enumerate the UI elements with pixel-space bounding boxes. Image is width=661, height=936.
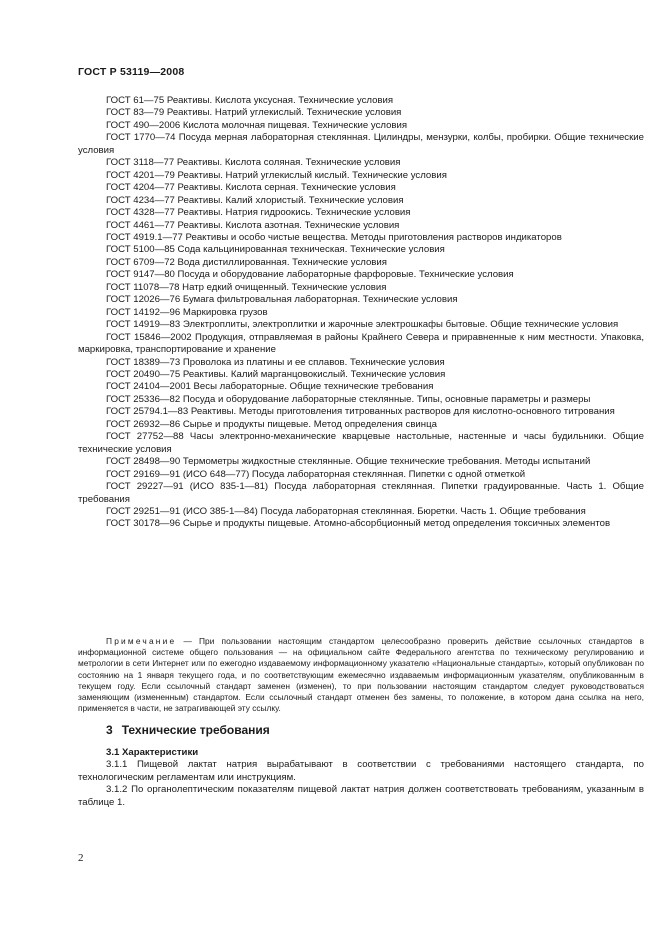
reference-item: ГОСТ 24104—2001 Весы лабораторные. Общие технические требования [106,381,434,393]
paragraph-3-1-1: 3.1.1 Пищевой лактат натрия вырабатывают в соответствии с требованиями настоящего стандарта, по технологическим регламентам или инструкциям. [78,759,644,783]
subsection-heading: 3.1 Характеристики [106,747,199,758]
paragraph-3-1-2: 3.1.2 По органолептическим показателям пищевой лактат натрия должен соответствовать требованиям, указанным в таблице 1. [78,784,644,808]
reference-item: ГОСТ 30178—96 Сырье и продукты пищевые. Атомно-абсорбционный метод определения токсичных элементов [106,518,611,530]
reference-item: ГОСТ 25336—82 Посуда и оборудование лабораторные стеклянные. Типы, основные параметры и размеры [106,393,591,405]
reference-item: ГОСТ 4919.1—77 Реактивы и особо чистые вещества. Методы приготовления растворов индикаторов [106,231,562,243]
page-number: 2 [78,852,84,864]
normative-references-list [78,95,644,531]
reference-item: ГОСТ 61—75 Реактивы. Кислота уксусная. Технические условия [106,95,394,106]
reference-item: ГОСТ 26932—86 Сырье и продукты пищевые. Метод определения свинца [106,418,437,430]
reference-item: ГОСТ 18389—73 Проволока из платины и ее сплавов. Технические условия [106,356,445,368]
reference-item: ГОСТ 11078—78 Натр едкий очищенный. Технические условия [106,281,387,293]
reference-item: ГОСТ 29169—91 (ИСО 648—77) Посуда лабораторная стеклянная. Пипетки с одной отметкой [106,468,526,480]
reference-item: ГОСТ 4234—77 Реактивы. Калий хлористый. Технические условия [106,194,404,206]
section-heading [106,723,270,737]
reference-item: ГОСТ 3118—77 Реактивы. Кислота соляная. Технические условия [106,157,401,169]
reference-item: ГОСТ 14192—96 Маркировка грузов [106,306,268,318]
reference-item: ГОСТ 4201—79 Реактивы. Натрий углекислый кислый. Технические условия [106,169,447,181]
reference-item: ГОСТ 29227—91 (ИСО 835-1—81) Посуда лабораторная стеклянная. Пипетки градуированные. Часть 1. Общие требования [78,481,644,505]
note-text: — При пользовании настоящим стандартом целесообразно проверить действие ссылочных стандартов в информационной системе общего пользования — на официальном сайте Федерального агентства по техническому регулированию и метрологии в сети Интернет или по ежегодно издаваемому информационному указателю «Национальные стандарты», который опубликован по состоянию на 1 января текущего года, и по соответствующим ежемесячно издаваемым информационным указателям, опубликованным в текущем году. Если ссылочный стандарт заменен (изменен), то при пользовании настоящим стандартом следует руководствоваться заменяющим (измененным) стандартом. Если ссылочный стандарт отменен без замены, то положение, в котором дана ссылка на него, применяется в части, не затрагивающей эту ссылку. [78,636,644,714]
reference-item: ГОСТ 25794.1—83 Реактивы. Методы приготовления титрованных растворов для кислотно-основного титрования [106,406,615,418]
reference-item: ГОСТ 490—2006 Кислота молочная пищевая. Технические условия [106,119,408,131]
section-number: 3 [106,723,113,737]
reference-item: ГОСТ 4204—77 Реактивы. Кислота серная. Технические условия [106,182,396,194]
section-body [78,747,644,809]
reference-item: ГОСТ 28498—90 Термометры жидкостные стеклянные. Общие технические требования. Методы испытаний [106,456,591,468]
reference-item: ГОСТ 6709—72 Вода дистиллированная. Технические условия [106,256,387,268]
reference-item: ГОСТ 20490—75 Реактивы. Калий марганцовокислый. Технические условия [106,368,446,380]
reference-item: ГОСТ 1770—74 Посуда мерная лабораторная стеклянная. Цилиндры, мензурки, колбы, пробирки. Общие технические условия [78,132,644,156]
reference-item: ГОСТ 27752—88 Часы электронно-механические кварцевые настольные, настенные и часы будильники. Общие технические условия [78,431,644,455]
reference-item: ГОСТ 15846—2002 Продукция, отправляемая в районы Крайнего Севера и приравненные к ним местности. Упаковка, маркировка, транспортирование и хранение [78,331,644,356]
reference-item: ГОСТ 14919—83 Электроплиты, электроплитки и жарочные электрошкафы бытовые. Общие технические условия [106,319,619,331]
reference-item: ГОСТ 9147—80 Посуда и оборудование лабораторные фарфоровые. Технические условия [106,269,514,281]
reference-item: ГОСТ 4328—77 Реактивы. Натрия гидроокись. Технические условия [106,207,411,219]
reference-item: ГОСТ 4461—77 Реактивы. Кислота азотная. Технические условия [106,219,400,231]
note-paragraph [78,636,644,714]
reference-item: ГОСТ 5100—85 Сода кальцинированная техническая. Технические условия [106,244,445,256]
document-header: ГОСТ Р 53119—2008 [78,66,185,78]
reference-item: ГОСТ 29251—91 (ИСО 385-1—84) Посуда лабораторная стеклянная. Бюретки. Часть 1. Общие требования [106,505,586,517]
note-label: Примечание [106,636,177,646]
section-title: Технические требования [121,723,270,737]
reference-item: ГОСТ 83—79 Реактивы. Натрий углекислый. Технические условия [106,107,402,119]
reference-item: ГОСТ 12026—76 Бумага фильтровальная лабораторная. Технические условия [106,294,458,306]
